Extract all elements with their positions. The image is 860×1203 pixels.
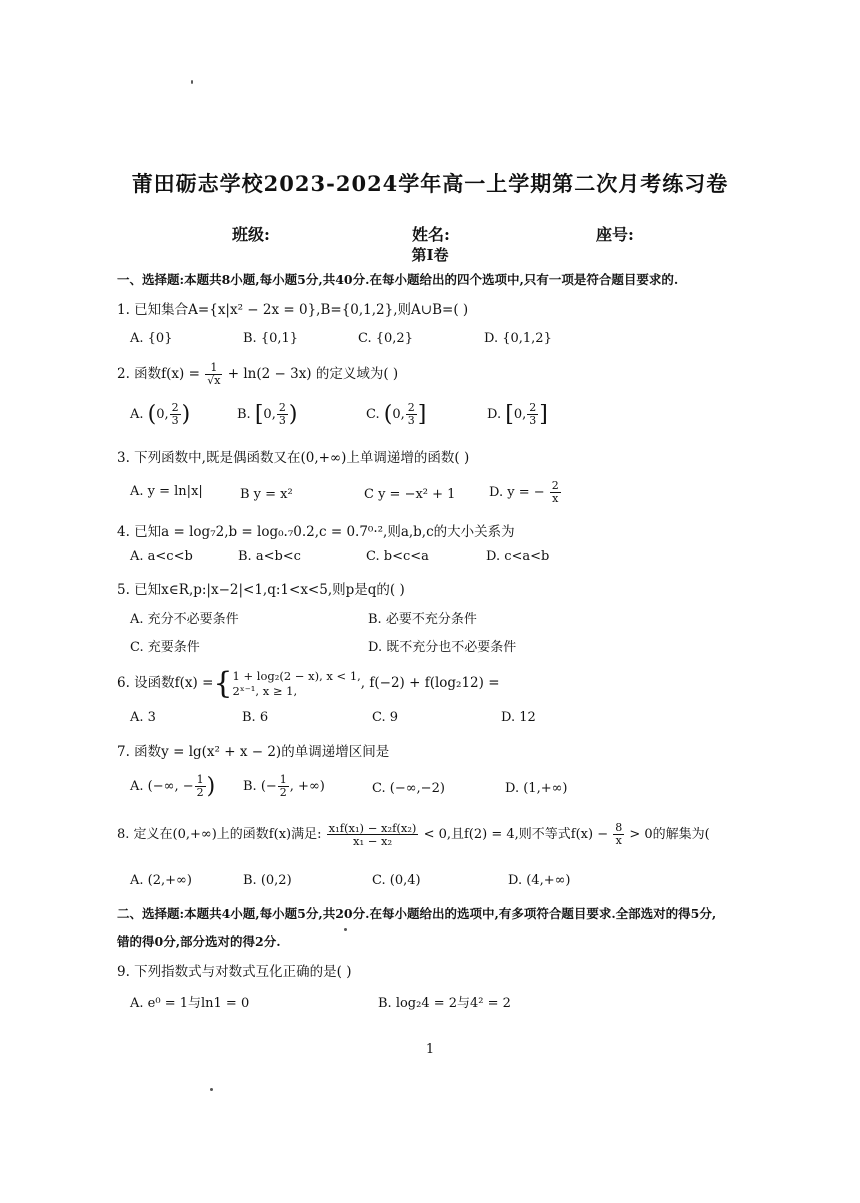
question-9-stem: 9. 下列指数式与对数式互化正确的是( ) — [117, 964, 352, 980]
q7-option-d: D. (1,+∞) — [505, 781, 568, 796]
q2-c-open: ( — [383, 402, 393, 427]
q2-c-frac-num: 2 — [407, 401, 415, 414]
q2-option-a-label: A. — [130, 407, 144, 422]
q4-option-d: D. c<a<b — [486, 549, 550, 564]
q2-option-b-label: B. — [237, 407, 251, 422]
q1-option-c: C. {0,2} — [358, 331, 413, 346]
q2-option-c: C. (0, $\frac{2}{3}$ ] — [366, 401, 427, 427]
q7-a-close: ) — [206, 774, 216, 799]
volume-label: 第I卷 — [411, 246, 449, 264]
q7-b-frac-num: 1 — [279, 773, 287, 786]
q7-a-frac — [195, 774, 206, 799]
q2-b-frac — [277, 402, 288, 427]
q2-option-c-label: C. — [366, 407, 380, 422]
q7-option-a — [130, 774, 215, 799]
q7-a-frac-den: 2 — [196, 786, 204, 799]
q6-stem-pre: 6. 设函数f(x) = — [117, 675, 214, 691]
section-one-heading: 一、选择题:本题共8小题,每小题5分,共40分.在每小题给出的四个选项中,只有一项是符合题目要求的. — [117, 272, 679, 287]
q2-a-frac — [170, 402, 181, 427]
q2-frac-den: √x — [207, 374, 221, 387]
question-4-stem: 4. 已知a = log₇2,b = log₀.₇0.2,c = 0.7⁰·²,则a,b,c的大小关系为 — [117, 524, 515, 540]
q9-option-b: B. log₂4 = 2与4² = 2 — [378, 996, 511, 1011]
q6-piecewise — [233, 669, 361, 699]
scan-speck — [191, 80, 193, 84]
q3-d-frac-den: x — [552, 492, 559, 505]
q7-a-value: (−∞, − — [147, 779, 194, 794]
page-number: 1 — [425, 1042, 435, 1057]
q8-small-fraction — [613, 822, 624, 847]
q7-a-frac-num: 1 — [196, 773, 204, 786]
question-5-stem: 5. 已知x∈R,p:|x−2|<1,q:1<x<5,则p是q的( ) — [117, 582, 405, 598]
q4-option-b: B. a<b<c — [238, 549, 301, 564]
q4-option-a: A. a<c<b — [130, 549, 193, 564]
q2-d-open: [ — [505, 402, 514, 427]
q6-option-d: D. 12 — [501, 710, 536, 725]
q7-b-frac — [278, 774, 289, 799]
q8-option-a: A. (2,+∞) — [130, 873, 192, 888]
q8-fraction — [327, 822, 419, 847]
q3-option-d-pre: D. y = − — [489, 485, 545, 500]
q5-option-d: D. 既不充分也不必要条件 — [368, 640, 517, 655]
q2-stem-pre: 2. 函数f(x) = — [117, 366, 200, 382]
q6-stem-post: , f(−2) + f(log₂12) = — [360, 675, 500, 691]
q2-d-frac-num: 2 — [529, 401, 537, 414]
q3-option-c: C y = −x² + 1 — [364, 487, 456, 502]
q2-stem-post: + ln(2 − 3x) 的定义域为( ) — [227, 366, 399, 382]
q2-fraction — [205, 362, 222, 387]
q2-b-frac-num: 2 — [278, 401, 286, 414]
q2-b-frac-den: 3 — [278, 414, 286, 427]
q2-option-d-label: D. — [487, 407, 502, 422]
question-3-stem: 3. 下列函数中,既是偶函数又在(0,+∞)上单调递增的函数( ) — [117, 450, 470, 466]
q5-option-b: B. 必要不充分条件 — [368, 612, 477, 627]
name-label: 姓名: — [412, 225, 450, 244]
q6-brace: { — [213, 666, 233, 701]
q5-option-a: A. 充分不必要条件 — [130, 612, 239, 627]
q2-b-open: [ — [254, 402, 264, 427]
q5-option-c: C. 充要条件 — [130, 640, 200, 655]
q3-d-fraction — [550, 480, 561, 505]
seat-label: 座号: — [596, 225, 634, 244]
q2-a-frac-den: 3 — [171, 414, 179, 427]
q2-d-frac-den: 3 — [529, 414, 537, 427]
q2-b-close: ) — [288, 402, 298, 427]
q2-c-frac — [406, 402, 417, 427]
question-7-stem: 7. 函数y = lg(x² + x − 2)的单调递增区间是 — [117, 744, 390, 760]
q6-option-c: C. 9 — [372, 710, 399, 725]
q1-option-b: B. {0,1} — [243, 331, 299, 346]
q2-d-frac — [527, 402, 538, 427]
q8-stem-post: > 0的解集为( — [629, 827, 710, 842]
q7-option-b-label: B. — [243, 779, 257, 794]
q2-a-open: ( — [147, 402, 157, 427]
section-two-heading: 二、选择题:本题共4小题,每小题5分,共20分.在每小题给出的选项中,有多项符合题目要求.全部选对的得5分, — [117, 906, 717, 921]
question-6-stem — [117, 666, 500, 701]
q8-frac-num: x₁f(x₁) − x₂f(x₂) — [328, 821, 417, 835]
q7-option-a-label: A. — [130, 779, 144, 794]
q2-d-close: ] — [539, 402, 548, 427]
q2-option-a: A. (0, $\frac{2}{3}$ ) — [130, 401, 191, 427]
q6-piece-2: 2ˣ⁻¹, x ≥ 1, — [232, 683, 298, 698]
q2-a-close: ) — [181, 402, 191, 427]
q8-option-c: C. (0,4) — [372, 873, 421, 888]
scan-speck — [210, 1088, 213, 1091]
q8-small-num: 8 — [615, 821, 623, 834]
q8-option-d: D. (4,+∞) — [508, 873, 571, 888]
q8-stem-mid: < 0,且f(2) = 4,则不等式f(x) − — [423, 827, 609, 842]
q2-c-close: ] — [417, 402, 427, 427]
q3-option-b: B y = x² — [240, 487, 293, 502]
q3-d-frac-num: 2 — [551, 479, 559, 492]
q2-a-frac-num: 2 — [171, 401, 179, 414]
scan-speck — [344, 928, 347, 931]
q8-small-den: x — [615, 834, 622, 847]
question-1-stem: 1. 已知集合A={x|x² − 2x = 0},B={0,1,2},则A∪B=( ) — [117, 302, 469, 318]
page-title: 莆田砺志学校2023-2024学年高一上学期第二次月考练习卷 — [131, 171, 729, 196]
q8-stem-pre: 8. 定义在(0,+∞)上的函数f(x)满足: — [117, 827, 322, 842]
q3-option-a: A. y = ln|x| — [130, 484, 203, 499]
q2-option-b: B. [0, $\frac{2}{3}$ ) — [237, 401, 298, 427]
class-label: 班级: — [232, 225, 270, 244]
q3-option-d — [489, 480, 562, 505]
q6-piece-1: 1 + log₂(2 − x), x < 1, — [232, 668, 361, 683]
q7-b-tail: , +∞) — [289, 779, 325, 794]
q6-option-b: B. 6 — [242, 710, 269, 725]
q7-b-frac-den: 2 — [279, 786, 287, 799]
q2-option-d: D. [0, $\frac{2}{3}$ ] — [487, 401, 548, 427]
q7-option-b — [243, 774, 325, 799]
q2-frac-num: 1 — [205, 362, 222, 375]
question-2-stem — [117, 362, 398, 387]
q9-option-a: A. e⁰ = 1与ln1 = 0 — [130, 996, 250, 1011]
q8-frac-den: x₁ − x₂ — [352, 834, 393, 848]
section-two-heading-cont: 错的得0分,部分选对的得2分. — [117, 934, 281, 949]
q4-option-c: C. b<c<a — [366, 549, 429, 564]
q1-option-d: D. {0,1,2} — [484, 331, 552, 346]
question-8-stem — [117, 822, 710, 847]
q7-option-c: C. (−∞,−2) — [372, 781, 445, 796]
q8-option-b: B. (0,2) — [243, 873, 292, 888]
q2-c-frac-den: 3 — [407, 414, 415, 427]
q6-option-a: A. 3 — [130, 710, 156, 725]
q1-option-a: A. {0} — [130, 331, 173, 346]
q7-b-value: (− — [260, 779, 277, 794]
